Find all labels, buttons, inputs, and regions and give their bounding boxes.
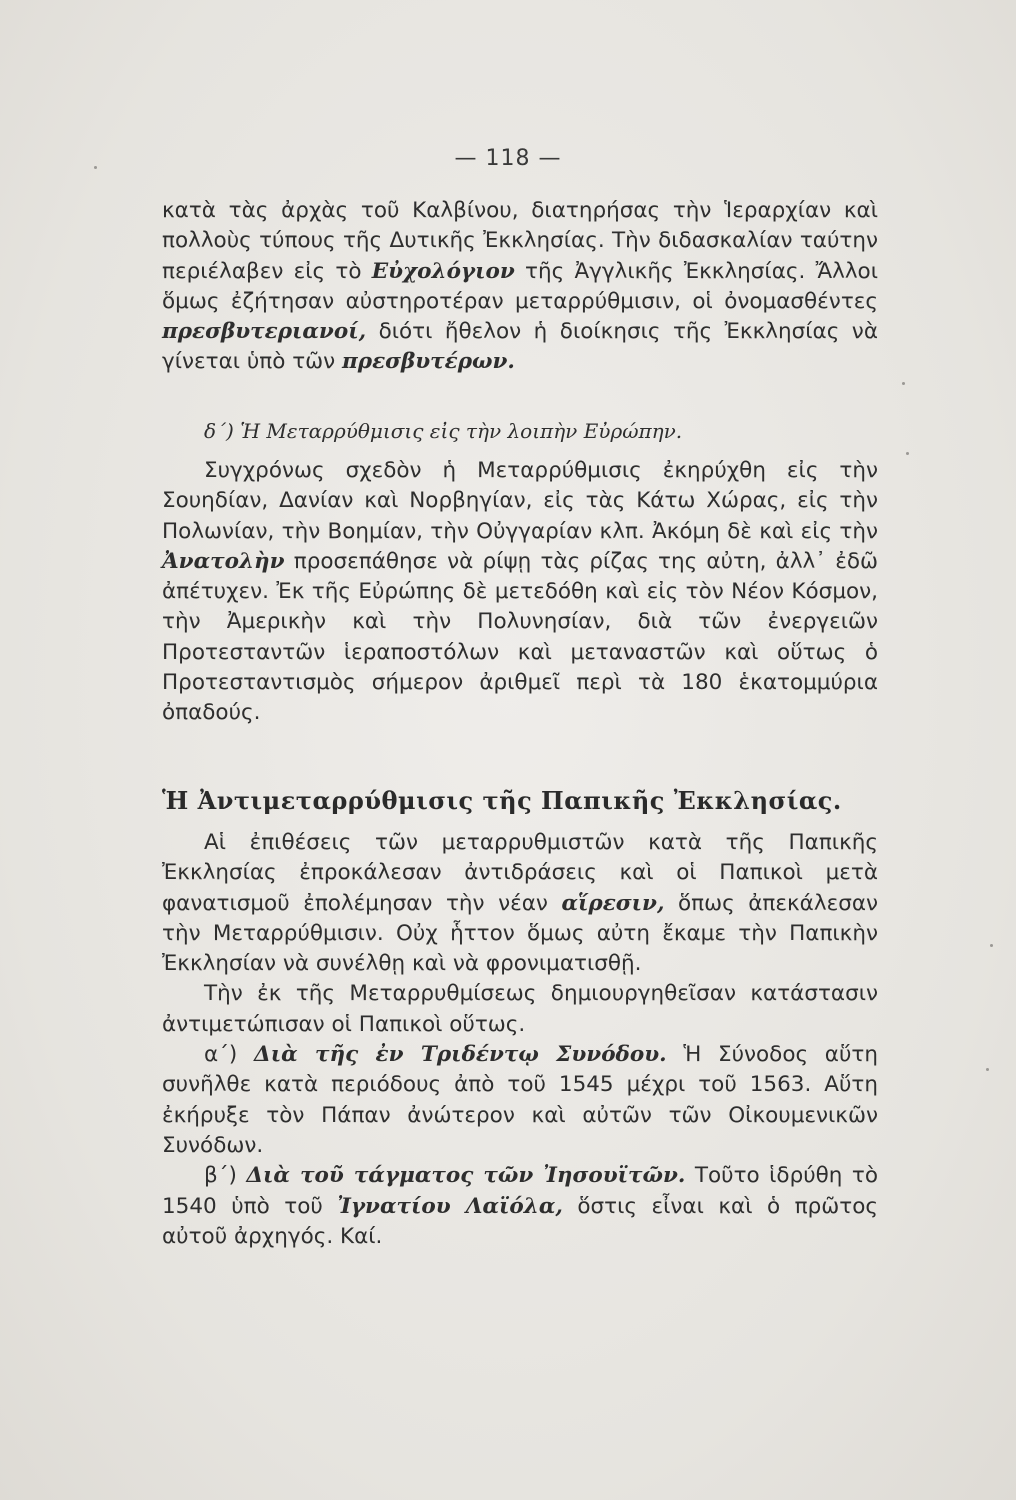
page-number: — 118 — [454,146,562,171]
list-label: β΄) [204,1163,247,1189]
text-run: κατὰ τὰς ἀρχὰς τοῦ Καλβίνου, διατηρήσας τὴν Ἱεραρχίαν καὶ πολλοὺς τύπους τῆς Δυτικῆς Ἐκκλησίας. Τὴν διδασκαλίαν ταύτην περιέλαβεν εἰς τὸ [162,198,878,284]
text-run: Αἱ ἐπιθέσεις τῶν μεταρρυθμιστῶν κατὰ τῆς Παπικῆς Ἐκκλησίας ἐπροκάλεσαν ἀντιδράσεις καὶ οἱ Παπικοὶ μετὰ φανατισμοῦ ἐπολέμησαν τὴν νέαν [162,830,878,916]
text-run: Συγχρόνως σχεδὸν ἡ Μεταρρύθμισις ἐκηρύχθη εἰς τὴν Σουηδίαν, Δανίαν καὶ Νορβηγίαν, εἰς τὰς Κάτω Χώρας, εἰς τὴν Πολωνίαν, τὴν Βοημίαν, τὴν Οὐγγαρίαν κλπ. Ἀκόμη δὲ καὶ εἰς τὴν [162,458,878,544]
emphasis-heresy: αἵρεσιν, [561,890,665,916]
emphasis-presbyterians: πρεσβυτεριανοί, [162,319,367,345]
paragraph-attacks [162,828,878,979]
paper-speck [906,452,909,455]
text-run: ὅπως ἀπεκάλεσαν τὴν Μεταρρύθμισιν. Οὐχ ἧττον ὅμως αὐτη ἔκαμε τὴν Παπικὴν Ἐκκλησίαν νὰ συνέλθῃ καὶ νὰ φρονιματισθῇ. [162,890,878,977]
emphasis-jesuits: Διὰ τοῦ τάγματος τῶν Ἰησουϊτῶν. [246,1163,686,1189]
paper-speck [990,944,993,947]
paragraph-jesuits [162,1161,878,1252]
text-run: Τοῦτο ἱδρύθη τὸ 1540 ὑπὸ τοῦ [162,1163,878,1219]
paper-speck [902,382,905,385]
text-run: διότι ἤθελον ἡ διοίκησις τῆς Ἐκκλησίας νὰ γίνεται ὑπὸ τῶν [162,319,878,375]
text-run: Ἡ Σύνοδος αὕτη συνῆλθε κατὰ περιόδους ἀπὸ τοῦ 1545 μέχρι τοῦ 1563. Αὕτη ἐκήρυξε τὸν Πάπαν ἀνώτερον καὶ αὐτῶν τῶν Οἰκουμενικῶν Συνόδων. [162,1042,878,1158]
paper-speck [986,1068,989,1071]
text-run: τῆς Ἀγγλικῆς Ἐκκλησίας. Ἄλλοι ὅμως ἐζήτησαν αὐστηροτέραν μεταρρύθμισιν, οἱ ὀνομασθέντες [162,258,878,314]
text-run: προσεπάθησε νὰ ρίψῃ τὰς ρίζας της αὐτη, ἀλλ᾿ ἐδῶ ἀπέτυχεν. Ἐκ τῆς Εὐρώπης δὲ μετεδόθη καὶ εἰς τὸν Νέον Κόσμον, τὴν Ἀμερικὴν καὶ τὴν Πολυνησίαν, διὰ τῶν ἐνεργειῶν Προτεσταντῶν ἱεραποστόλων καὶ μεταναστῶν καὶ οὕτως ὁ Προτεσταντισμὸς σήμερον ἀριθμεῖ περὶ τὰ 180 ἑκατομμύρια ὀπαδούς. [162,548,878,726]
emphasis-euchologion: Εὐχολόγιον [371,258,515,284]
text-run: ὅστις εἶναι καὶ ὁ πρῶτος αὐτοῦ ἀρχηγός. Καί. [162,1193,878,1249]
paragraph-trent [162,1040,878,1161]
paragraph-response: Τὴν ἐκ τῆς Μεταρρυθμίσεως δημιουργηθεῖσαν κατάστασιν ἀντιμετώπισαν οἱ Παπικοὶ οὕτως. [162,981,878,1037]
emphasis-anatoli: Ἀνατολὴν [162,548,285,574]
emphasis-loyola: Ἰγνατίου Λαϊόλα, [337,1193,563,1219]
emphasis-presbyters: πρεσβυτέρων. [342,349,515,375]
paragraph-rest-of-europe [162,456,878,729]
paragraph-calvin-anglican [162,196,878,378]
emphasis-council-of-trent: Διὰ τῆς ἐν Τριδέντῳ Συνόδου. [254,1042,667,1068]
list-label: α΄) [204,1042,255,1068]
subheading-delta: δ΄) Ἡ Μεταρρύθμισις εἰς τὴν λοιπὴν Εὐρώπην. [204,419,683,443]
paper-speck [94,166,97,169]
section-title: Ἡ Ἀντιμεταρρύθμισις τῆς Παπικῆς Ἐκκλησίας. [162,786,842,815]
counter-reformation-text [162,828,878,1252]
